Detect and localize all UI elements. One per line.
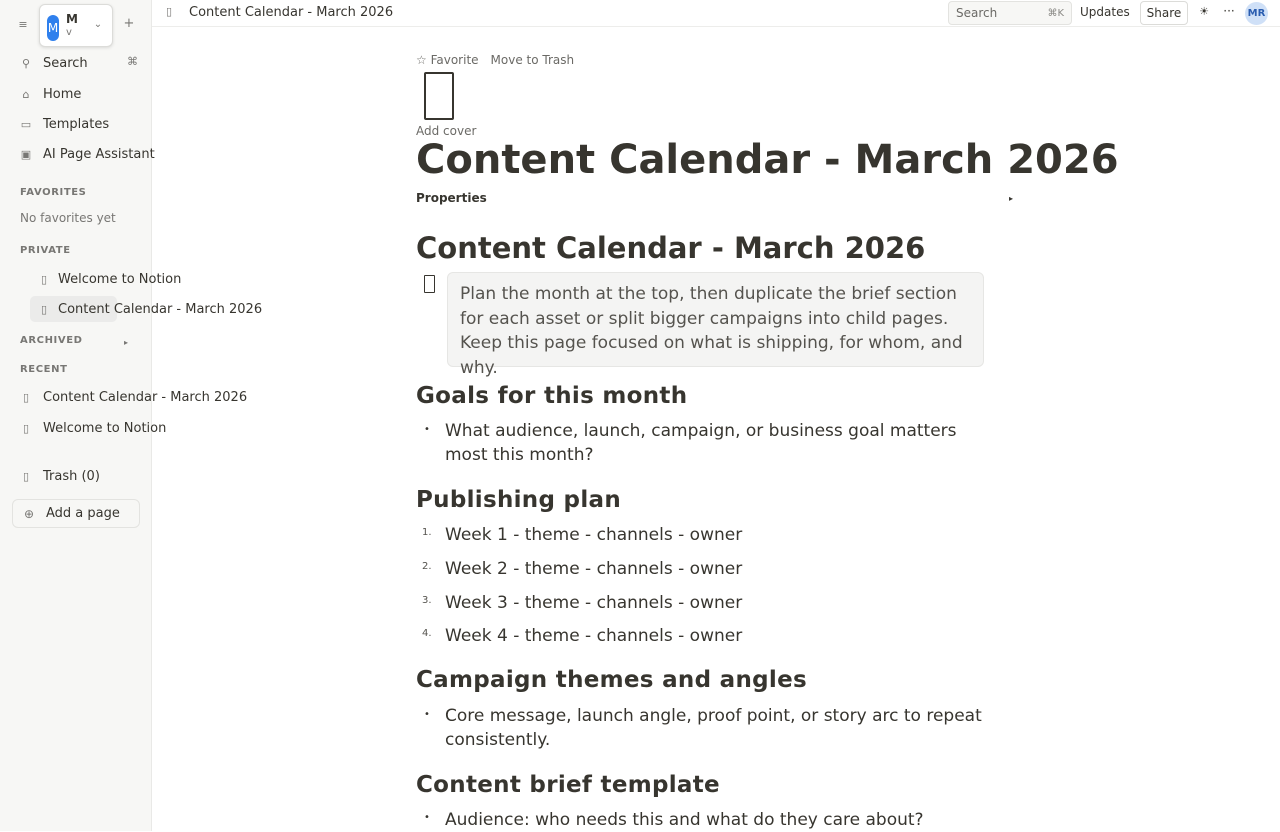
sidebar-header <box>0 0 152 48</box>
plan-list-item[interactable]: Week 4 - theme - channels - owner <box>445 626 743 646</box>
page-icon: ▯ <box>166 5 173 18</box>
plan-list-item[interactable]: Week 1 - theme - channels - owner <box>445 525 743 545</box>
recent-page-welcome[interactable] <box>12 415 167 441</box>
sidebar-item-home[interactable] <box>12 80 142 108</box>
properties-label[interactable]: Properties <box>416 191 487 205</box>
share-button[interactable]: Share <box>1140 1 1188 25</box>
more-options-icon[interactable]: ··· <box>1223 4 1235 18</box>
add-cover-button[interactable]: Add cover <box>416 124 477 138</box>
plan-list-item[interactable]: Week 2 - theme - channels - owner <box>445 559 743 579</box>
sidebar-item-templates[interactable] <box>12 110 142 138</box>
recent-page-content-calendar[interactable] <box>12 384 248 410</box>
top-bar <box>152 0 1280 27</box>
page-icon: ▯ <box>40 302 48 316</box>
plan-list-item[interactable]: Week 3 - theme - channels - owner <box>445 593 743 613</box>
sidebar-item-search[interactable] <box>12 49 142 77</box>
recent-page-label: Welcome to Notion <box>43 420 167 436</box>
favorite-button[interactable]: ☆ Favorite <box>416 53 479 67</box>
bullet-icon: • <box>424 424 430 435</box>
list-number: 1. <box>422 527 432 538</box>
brief-bullet-item[interactable]: Audience: who needs this and what do they care about? <box>445 810 924 830</box>
add-page-label: Add a page <box>46 506 120 521</box>
sidebar-page-welcome[interactable] <box>30 266 182 292</box>
page-actions <box>416 53 586 67</box>
sidebar-item-label: AI Page Assistant <box>43 146 155 162</box>
updates-button[interactable]: Updates <box>1080 5 1130 19</box>
chevron-down-icon: ⌄ <box>93 19 103 30</box>
callout-block[interactable]: Plan the month at the top, then duplicate the brief section for each asset or split bigger campaigns into child pages. Keep this page focused on what is shipping, for whom, and why. <box>447 272 984 367</box>
sidebar-item-label: Templates <box>43 116 110 132</box>
search-shortcut: ⌘ <box>127 55 138 68</box>
private-heading: PRIVATE <box>20 245 71 256</box>
themes-bullet-item[interactable]: Core message, launch angle, proof point, or story arc to repeat consistently. <box>445 706 982 750</box>
page-icon: ▯ <box>40 272 48 286</box>
sidebar-item-label: Home <box>43 86 82 102</box>
goals-bullet-item[interactable]: What audience, launch, campaign, or business goal matters most this month? <box>445 421 957 465</box>
home-icon: ⌂ <box>22 87 30 101</box>
templates-icon: ▭ <box>20 117 32 131</box>
list-number: 2. <box>422 561 432 572</box>
campaign-themes-heading[interactable]: Campaign themes and angles <box>416 667 808 693</box>
sidebar-page-label: Welcome to Notion <box>58 271 182 287</box>
workspace-name: M <box>66 12 78 26</box>
sidebar-item-trash[interactable] <box>12 463 136 489</box>
content-brief-heading[interactable]: Content brief template <box>416 772 720 798</box>
sidebar-item-ai-assistant[interactable] <box>12 140 155 168</box>
trash-label: Trash (0) <box>43 468 100 484</box>
sidebar-page-content-calendar[interactable] <box>30 296 263 322</box>
page-title[interactable]: Content Calendar - March 2026 <box>416 137 1119 183</box>
workspace-avatar: M <box>47 15 59 41</box>
bullet-icon: • <box>424 812 430 823</box>
sidebar-toggle-icon[interactable]: ≡ <box>18 18 28 31</box>
list-number: 3. <box>422 595 432 606</box>
page-icon: ▯ <box>22 390 30 404</box>
recent-page-label: Content Calendar - March 2026 <box>43 389 248 405</box>
properties-expand-icon[interactable]: ▸ <box>1009 194 1014 203</box>
sidebar <box>0 0 263 831</box>
goals-heading[interactable]: Goals for this month <box>416 383 688 409</box>
page-icon-placeholder[interactable] <box>424 72 454 120</box>
theme-toggle-icon[interactable]: ☀ <box>1199 5 1209 18</box>
add-page-button[interactable] <box>12 499 140 528</box>
search-label: Search <box>956 6 998 20</box>
page-icon: ▯ <box>22 421 30 435</box>
expand-archived-icon[interactable]: ▸ <box>124 338 129 347</box>
recent-heading: RECENT <box>20 364 68 375</box>
publishing-plan-heading[interactable]: Publishing plan <box>416 487 621 513</box>
favorites-heading: FAVORITES <box>20 187 87 198</box>
search-button[interactable] <box>948 1 1072 25</box>
favorites-empty-text: No favorites yet <box>20 211 116 225</box>
bullet-icon: • <box>424 709 430 720</box>
workspace-switcher[interactable] <box>39 4 113 47</box>
search-shortcut: ⌘K <box>1047 7 1064 19</box>
user-avatar[interactable]: MR <box>1245 2 1268 25</box>
list-number: 4. <box>422 628 432 639</box>
trash-icon: ▯ <box>22 469 30 483</box>
sidebar-page-label: Content Calendar - March 2026 <box>58 301 263 317</box>
callout-icon[interactable] <box>424 275 435 293</box>
workspace-subtitle: v <box>66 27 72 38</box>
sidebar-item-label: Search <box>43 55 88 71</box>
breadcrumb-page-title[interactable]: Content Calendar - March 2026 <box>189 5 394 20</box>
content-heading[interactable]: Content Calendar - March 2026 <box>416 231 926 265</box>
ai-assistant-icon: ▣ <box>20 147 32 161</box>
move-to-trash-button[interactable]: Move to Trash <box>490 53 575 67</box>
search-icon: ⚲ <box>21 56 31 70</box>
archived-heading[interactable]: ARCHIVED <box>20 335 83 346</box>
plus-icon: ⊕ <box>23 506 35 521</box>
new-page-plus-icon[interactable]: + <box>123 16 135 31</box>
